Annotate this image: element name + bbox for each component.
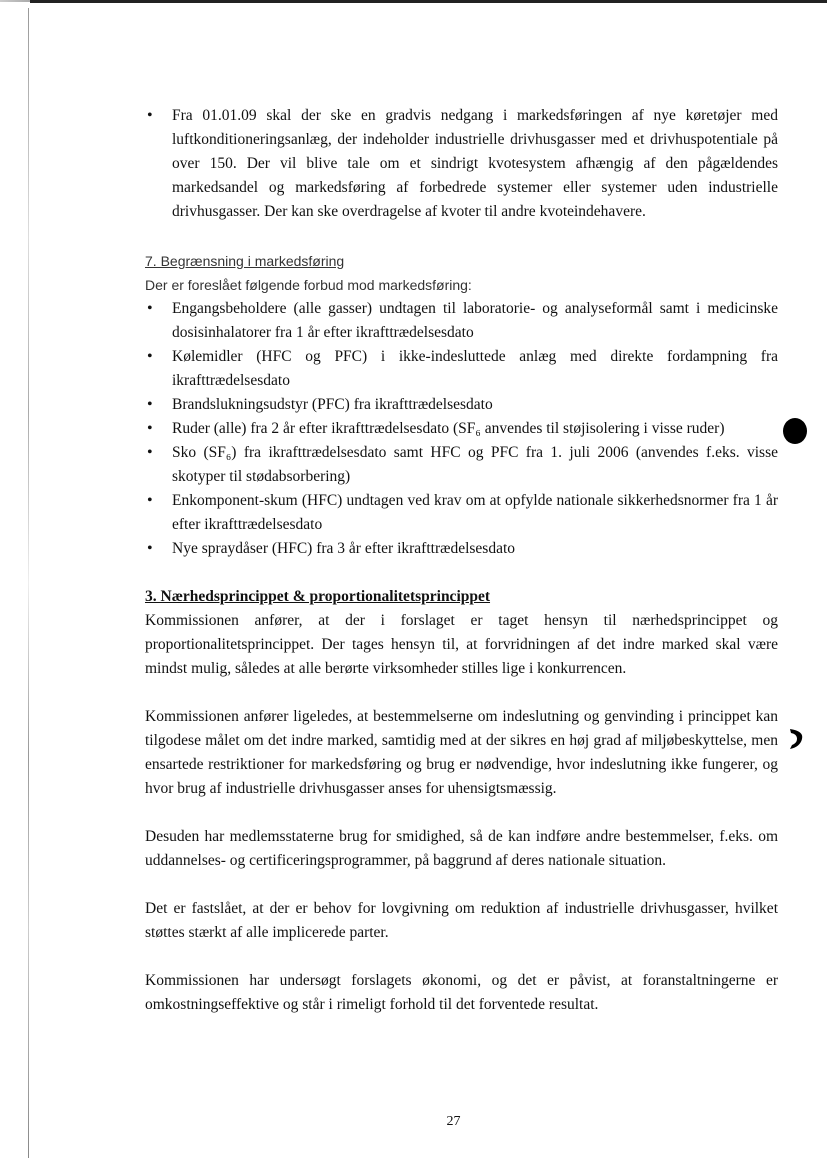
section-7-heading: 7. Begrænsning i markedsføring: [145, 253, 345, 269]
list-item: • Sko (SF₆) fra ikrafttrædelsesdato samt HFC og PFC fra 1. juli 2006 (anvendes f.eks. visse skotyper til stødabsorbering): [145, 441, 778, 489]
section-3-heading: 3. Nærhedsprincippet & proportionalitetsprincippet: [145, 588, 491, 605]
section-7-intro: Der er foreslået følgende forbud mod markedsføring:: [145, 277, 472, 293]
section-7-list: [145, 297, 778, 561]
list-item: • Nye spraydåser (HFC) fra 3 år efter ikrafttrædelsesdato: [145, 537, 778, 561]
list-item: • Enkomponent-skum (HFC) undtagen ved krav om at opfylde nationale sikkerhedsnormer fra 1 år efter ikrafttrædelsesdato: [145, 489, 778, 537]
paragraph: Kommissionen har undersøgt forslagets økonomi, og det er påvist, at foranstaltningerne er omkostningseffektive og står i rimeligt forhold til det forventede resultat.: [145, 972, 778, 1013]
list-item: • Fra 01.01.09 skal der ske en gradvis nedgang i markedsføringen af nye køretøjer med luftkonditioneringsanlæg, der indeholder industrielle drivhusgasser med et drivhuspotentiale på over 150. Der vil blive tale om et sindrigt kvotesystem afhængig af den pågældendes markedsandel og markedsføring af forbedrede systemer eller systemer uden industrielle drivhusgasser. Der kan ske overdragelse af kvoter til andre kvoteindehavere.: [145, 104, 778, 224]
list-item: • Engangsbeholdere (alle gasser) undtagen til laboratorie- og analyseformål samt i medicinske dosisinhalatorer fra 1 år efter ikrafttrædelsesdato: [145, 297, 778, 345]
punch-hole-mark: [783, 418, 807, 444]
top-bullet-list: [145, 104, 778, 224]
list-item: • Ruder (alle) fra 2 år efter ikrafttrædelsesdato (SF₆ anvendes til støjisolering i visse ruder): [145, 417, 778, 441]
list-item: • Brandslukningsudstyr (PFC) fra ikrafttrædelsesdato: [145, 393, 778, 417]
section-7: [145, 249, 778, 561]
scan-edge-top: [30, 0, 827, 3]
staple-mark-icon: [786, 727, 806, 751]
paragraph: Desuden har medlemsstaterne brug for smidighed, så de kan indføre andre bestemmelser, f.eks. om uddannelses- og certificeringsprogrammer, på baggrund af deres nationale situation.: [145, 828, 778, 869]
list-item: • Kølemidler (HFC og PFC) i ikke-indesluttede anlæg med direkte fordampning fra ikrafttrædelsesdato: [145, 345, 778, 393]
paragraph: Kommissionen anfører ligeledes, at bestemmelserne om indeslutning og genvinding i princippet kan tilgodese målet om det indre marked, samtidig med at der sikres en høj grad af miljøbeskyttelse, men ensartede restriktioner for markedsføring og brug er nødvendige, hvor indeslutning ikke fungerer, og hvor brug af industrielle drivhusgasser anses for uhensigtsmæssig.: [145, 708, 778, 797]
paragraph: Kommissionen anfører, at der i forslaget er taget hensyn til nærhedsprincippet og proportionalitetsprincippet. Der tages hensyn til, at forvridningen af det indre marked skal være mindst mulig, således at alle berørte virksomheder stilles lige i konkurrencen.: [145, 612, 778, 677]
page-number: 27: [446, 1114, 461, 1129]
section-3: [145, 585, 778, 1017]
scan-edge-left: [28, 8, 29, 1158]
paragraph: Det er fastslået, at der er behov for lovgivning om reduktion af industrielle drivhusgasser, hvilket støttes stærkt af alle implicerede parter.: [145, 900, 778, 941]
document-page: [145, 104, 778, 1017]
